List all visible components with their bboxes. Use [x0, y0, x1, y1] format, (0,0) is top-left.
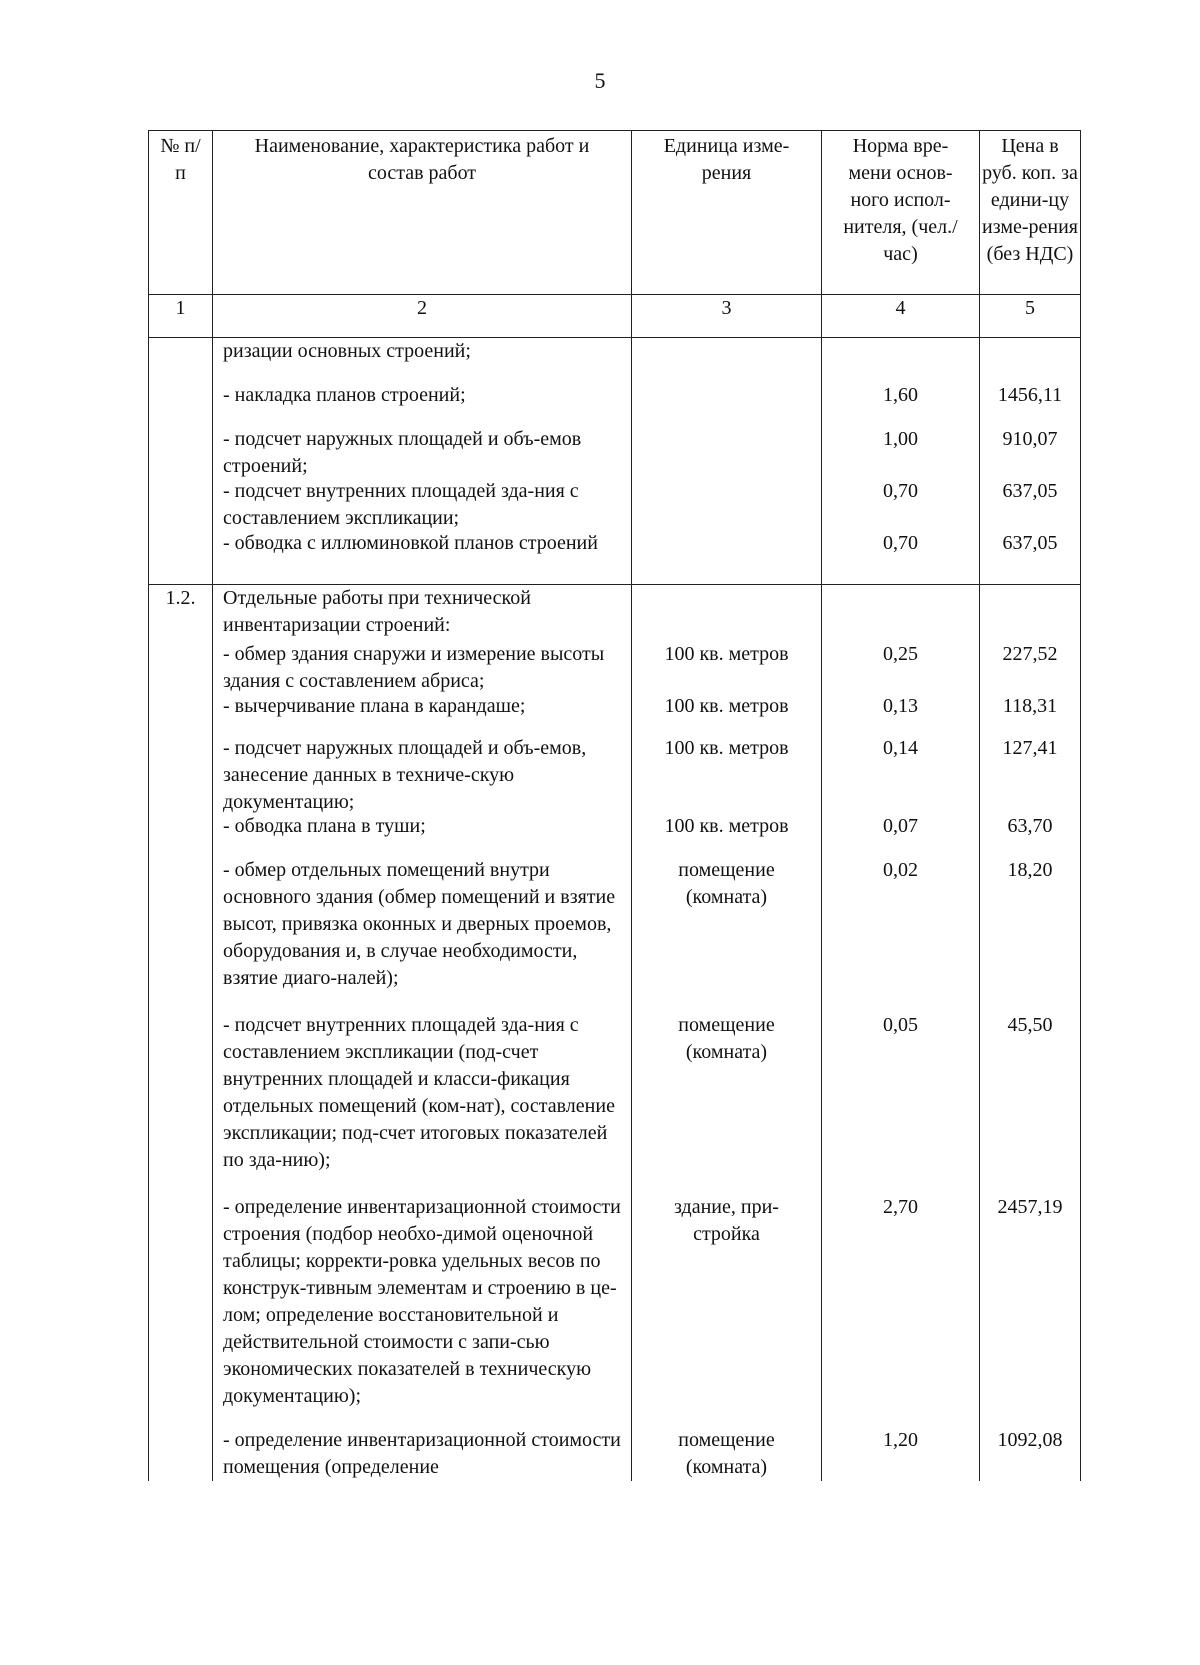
unit-value [632, 585, 821, 641]
norm-value [822, 338, 979, 382]
unit-value [632, 382, 821, 426]
header-number: № п/п [149, 131, 213, 295]
unit-value: помещение (комната) [678, 859, 775, 908]
section-row [149, 585, 1081, 1482]
norm-value: 0,70 [883, 532, 918, 554]
norm-value: 0,70 [883, 480, 918, 502]
section-unit-cell [632, 585, 822, 1482]
price-value: 45,50 [1007, 1014, 1053, 1036]
work-text: - вычерчивание плана в карандаше; [223, 695, 526, 717]
norm-value: 0,25 [883, 643, 918, 665]
price-value: 637,05 [1002, 532, 1058, 554]
unit-value [632, 530, 821, 584]
price-value: 1092,08 [997, 1429, 1063, 1451]
price-value [980, 338, 1080, 382]
section-unit-cell [632, 338, 822, 585]
column-number: 3 [632, 295, 822, 338]
price-value: 1456,11 [997, 384, 1063, 406]
norm-value: 0,13 [883, 695, 918, 717]
work-text: - подсчет наружных площадей и объ-емов строений; [223, 428, 582, 477]
work-text: Отдельные работы при технической инвентаризации строений: [223, 587, 531, 636]
price-table [148, 130, 1081, 1481]
unit-value: 100 кв. метров [664, 695, 789, 717]
section-number-cell [149, 585, 213, 1482]
price-value: 63,70 [1007, 815, 1053, 837]
unit-value: 100 кв. метров [664, 737, 789, 759]
norm-value: 2,70 [883, 1196, 918, 1218]
price-value: 637,05 [1002, 480, 1058, 502]
section-norm-cell [822, 338, 980, 585]
work-text: ризации основных строений; [223, 340, 471, 362]
price-value [980, 585, 1080, 641]
unit-value: 100 кв. метров [664, 643, 789, 665]
header-norm: Норма вре-мени основ-ного испол-нителя, (чел./час) [822, 131, 980, 295]
column-number: 4 [822, 295, 980, 338]
table-header-row [149, 131, 1081, 295]
section-number-cell [149, 338, 213, 585]
work-text: - подсчет внутренних площадей зда-ния с составлением экспликации; [223, 480, 579, 529]
unit-value: помещение (комната) [678, 1429, 775, 1478]
section-price-cell [980, 585, 1081, 1482]
price-value: 227,52 [1002, 643, 1058, 665]
work-text: - определение инвентаризационной стоимости строения (подбор необхо-димой оценочной таблицы; корректи-ровка удельных весов по конструк-тивным элементам и строению в це-лом; определение восстановительной и действительной стоимости с запи-сью экономических показателей в техническую документацию); [223, 1196, 621, 1407]
column-number: 1 [149, 295, 213, 338]
header-price: Цена в руб. коп. за едини-цу изме-рения (без НДС) [980, 131, 1081, 295]
unit-value [632, 338, 821, 382]
unit-value: 100 кв. метров [664, 815, 789, 837]
price-value: 18,20 [1007, 859, 1053, 881]
price-value: 910,07 [1002, 428, 1058, 450]
norm-value: 0,14 [883, 737, 918, 759]
norm-value: 1,60 [883, 384, 918, 406]
column-numbers-row [149, 295, 1081, 338]
header-unit: Единица изме-рения [632, 131, 822, 295]
work-text: - подсчет внутренних площадей зда-ния с составлением экспликации (под-счет внутренних площадей и класси-фикация отдельных помещений (ком-нат), составление экспликации; под-счет итоговых показателей по зда-нию); [223, 1014, 615, 1171]
header-name: Наименование, характеристика работ и состав работ [213, 131, 632, 295]
norm-value: 1,00 [883, 428, 918, 450]
section-norm-cell [822, 585, 980, 1482]
unit-value [632, 426, 821, 478]
norm-value: 0,07 [883, 815, 918, 837]
work-text: - обводка с иллюминовкой планов строений [223, 532, 598, 554]
section-price-cell [980, 338, 1081, 585]
work-text: - подсчет наружных площадей и объ-емов, занесение данных в техниче-скую документацию; [223, 737, 587, 813]
price-value: 118,31 [1002, 695, 1058, 717]
work-text: - определение инвентаризационной стоимости помещения (определение [223, 1429, 621, 1478]
unit-value: помещение (комната) [678, 1014, 775, 1063]
column-number: 2 [213, 295, 632, 338]
section-text-cell [213, 338, 632, 585]
work-text: - обводка плана в туши; [223, 815, 426, 837]
page-number: 5 [594, 68, 606, 93]
section-number: 1.2. [165, 587, 196, 609]
unit-value: здание, при-стройка [674, 1196, 779, 1245]
norm-value [822, 585, 979, 641]
unit-value [632, 478, 821, 530]
work-text: - обмер здания снаружи и измерение высоты здания с составлением абриса; [223, 643, 605, 692]
section-row [149, 338, 1081, 585]
price-value: 2457,19 [997, 1196, 1063, 1218]
norm-value: 0,02 [883, 859, 918, 881]
norm-value: 1,20 [883, 1429, 918, 1451]
section-text-cell [213, 585, 632, 1482]
work-text: - обмер отдельных помещений внутри основного здания (обмер помещений и взятие высот, привязка оконных и дверных проемов, оборудования и, в случае необходимости, взятие диаго-налей); [223, 859, 616, 989]
work-text: - накладка планов строений; [223, 384, 466, 406]
column-number: 5 [980, 295, 1081, 338]
norm-value: 0,05 [883, 1014, 918, 1036]
price-value: 127,41 [1002, 737, 1058, 759]
